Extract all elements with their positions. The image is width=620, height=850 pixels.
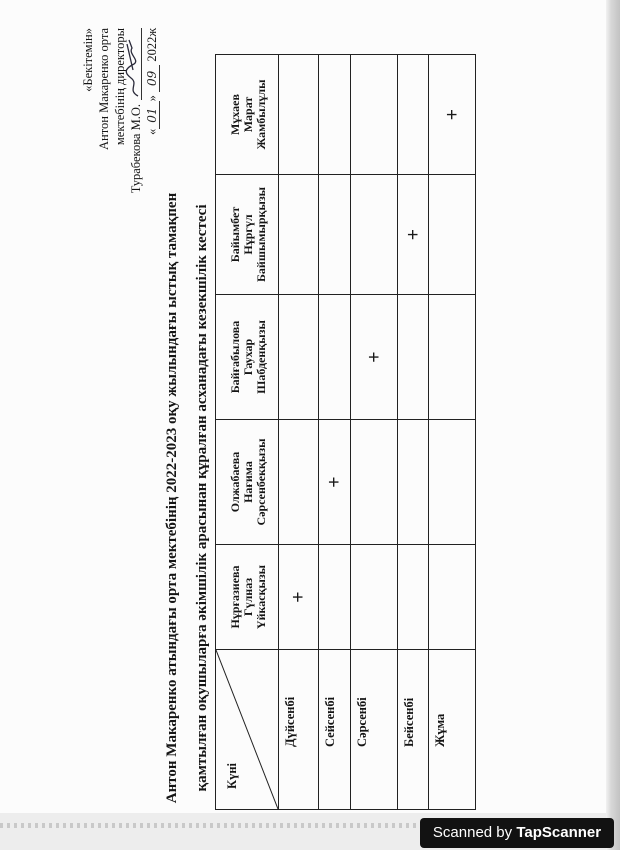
day-label: Дүйсенбі (279, 650, 319, 810)
duty-cell (351, 55, 398, 175)
staff-first-name: Гүлназ (241, 577, 255, 617)
staff-header (216, 175, 279, 295)
staff-patronymic: Шабденқызы (254, 320, 268, 394)
day-label: Бейсенбі (398, 650, 429, 810)
duty-cell (429, 545, 476, 650)
duty-cell (398, 545, 429, 650)
approval-block (80, 28, 160, 193)
duty-cell (279, 175, 319, 295)
duty-cell (319, 545, 351, 650)
watermark-brand: TapScanner (516, 824, 602, 841)
duty-cell (351, 175, 398, 295)
duty-cell (351, 545, 398, 650)
duty-cell: + (429, 55, 476, 175)
document-title (157, 183, 217, 813)
signature-scribble (123, 28, 143, 100)
table-row (429, 55, 476, 810)
duty-cell: + (279, 545, 319, 650)
staff-first-name: Гаухар (241, 338, 255, 376)
staff-header (216, 420, 279, 545)
duty-cell (429, 420, 476, 545)
staff-header (216, 295, 279, 420)
date-month: 09 (145, 65, 160, 92)
duty-cell (279, 55, 319, 175)
staff-surname: Байғабылова (228, 320, 242, 394)
staff-patronymic: Байшымырқызы (254, 186, 268, 283)
staff-first-name: Нағима (241, 461, 255, 503)
watermark-prefix: Scanned by (432, 824, 517, 841)
table-row (319, 55, 351, 810)
duty-cell: + (398, 175, 429, 295)
director-name: Турабекова М.О. (129, 104, 143, 194)
duty-cell: + (319, 420, 351, 545)
staff-patronymic: Сәрсенбекқызы (254, 438, 268, 526)
staff-patronymic: Үйкасқызы (254, 564, 268, 630)
duty-cell (398, 420, 429, 545)
duty-cell (429, 175, 476, 295)
duty-cell (398, 55, 429, 175)
table-row (398, 55, 429, 810)
duty-cell (319, 175, 351, 295)
staff-header (216, 545, 279, 650)
duty-cell (351, 420, 398, 545)
day-label: Сәрсенбі (351, 650, 398, 810)
signature (128, 28, 142, 100)
title-line-1: Антон Макаренко атындағы орта мектебінің 2022-2023 оқу жылындағы ыстық тамақпен (164, 192, 180, 804)
duty-cell (319, 295, 351, 420)
date-day: 01 (145, 101, 160, 128)
corner-box (216, 650, 278, 809)
title-line-2: қамтылған оқушыларға әкімшілік арасынан құралған асханадағы кезекшілік кестесі (194, 204, 210, 792)
staff-patronymic: Жамбылұлы (254, 79, 268, 150)
date-quote-open: « (145, 128, 159, 135)
approval-signatory (128, 28, 144, 193)
approval-heading: «Бекітемін» (81, 28, 95, 92)
table-row (351, 55, 398, 810)
staff-first-name: Нұргүл (241, 214, 255, 255)
staff-surname: Нұрғазиева (228, 565, 242, 629)
duty-cell (279, 295, 319, 420)
duty-cell (319, 55, 351, 175)
duty-cell (279, 420, 319, 545)
date-quote-close: » (145, 95, 159, 102)
staff-surname: Мұхаев (228, 94, 242, 135)
corner-label-day: Күні (225, 763, 239, 789)
duty-cell: + (351, 295, 398, 420)
approval-date (144, 28, 160, 193)
corner-header-cell (216, 650, 279, 810)
duty-schedule-table (215, 54, 476, 810)
table-header-row (216, 55, 279, 810)
approval-school: Антон Макаренко орта (97, 28, 111, 150)
staff-first-name: Марат (241, 96, 255, 133)
date-year: 2022ж (145, 28, 159, 62)
day-label: Жұма (429, 650, 476, 810)
scanner-watermark (420, 818, 614, 848)
staff-header (216, 55, 279, 175)
table-row (279, 55, 319, 810)
approval-position: мектебінің директоры (113, 28, 127, 146)
duty-cell (429, 295, 476, 420)
day-label: Сейсенбі (319, 650, 351, 810)
duty-cell (398, 295, 429, 420)
staff-surname: Байымбет (228, 206, 242, 263)
staff-surname: Олжабаева (228, 451, 242, 513)
